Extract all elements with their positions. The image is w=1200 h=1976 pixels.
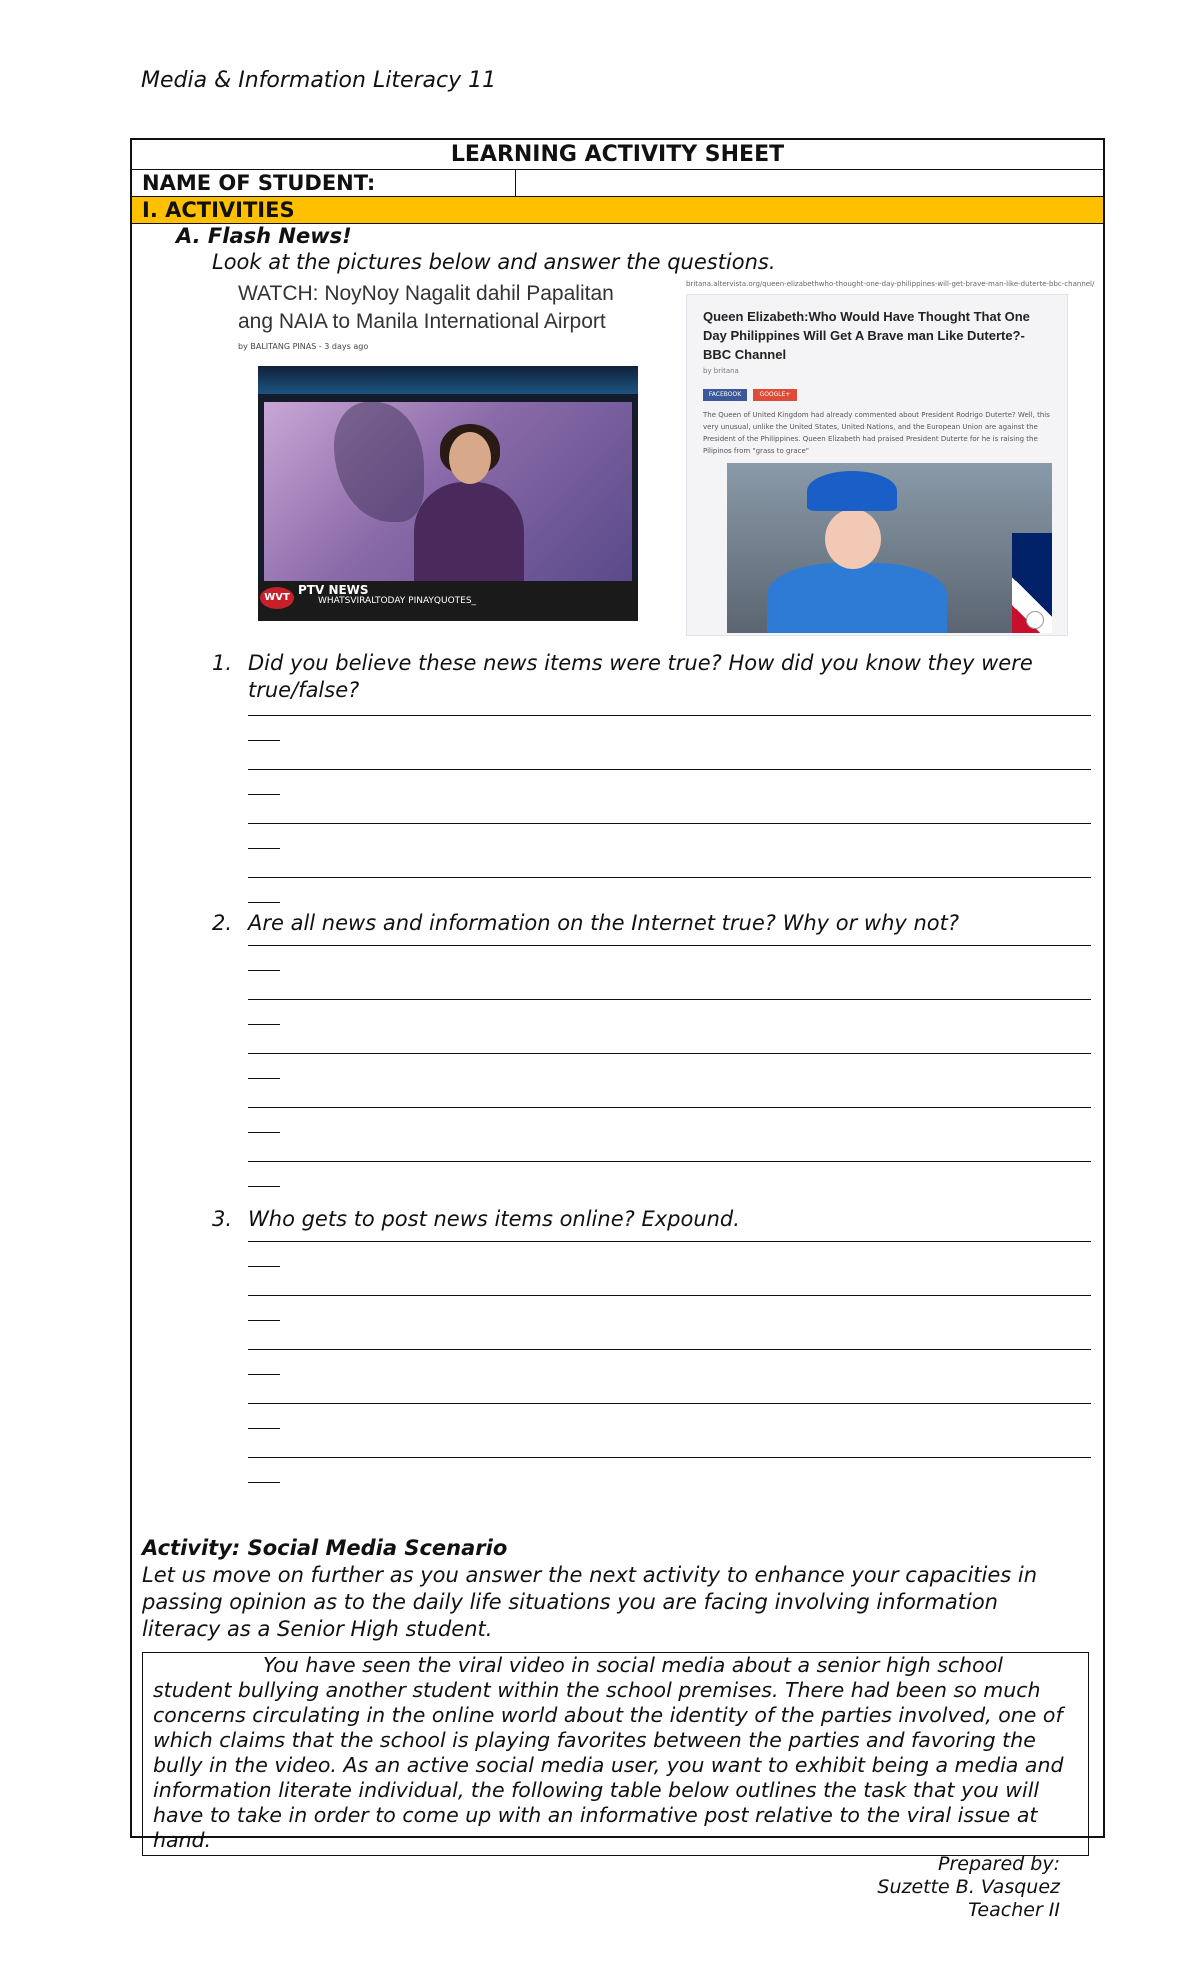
answer-line-stub <box>248 1186 280 1187</box>
activities-heading: I. ACTIVITIES <box>132 197 1103 224</box>
headline-line-2: ang NAIA to Manila International Airport <box>238 310 606 333</box>
answer-line[interactable] <box>248 1053 1091 1054</box>
answer-line-stub <box>248 1024 280 1025</box>
answer-line[interactable] <box>248 1457 1091 1458</box>
queen-coat <box>767 563 947 633</box>
student-name-row <box>132 170 1103 197</box>
article-panel <box>686 294 1068 636</box>
question-text: Did you believe these news items were true? How did you know they were true/false? <box>248 651 1033 702</box>
answer-line-stub <box>248 902 280 903</box>
news-video-frame <box>258 366 638 621</box>
scenario-text: You have seen the viral video in social media about a senior high school student bullying another student within the school premises. There had been so much concerns circulating in the online world about the identity of the parties involved, one of which claims that the school is playing favorites between the parties and favoring the bully in the video. As an active social media user, you want to exhibit being a media and information literate individual, the following table below outlines the task that you will have to take in order to come up with an informative post relative to the viral issue at hand. <box>153 1653 1064 1852</box>
news-anchor <box>414 422 524 581</box>
watermark-icon <box>1026 611 1044 629</box>
answer-line-stub <box>248 1078 280 1079</box>
answer-line[interactable] <box>248 999 1091 1000</box>
answer-line[interactable] <box>248 1403 1091 1404</box>
question-text: Who gets to post news items online? Expound. <box>248 1207 740 1231</box>
answer-line-stub <box>248 794 280 795</box>
video-ticker: WHATSVIRALTODAY PINAYQUOTES_ <box>258 581 638 621</box>
queen-face <box>825 509 881 569</box>
queen-hat <box>807 471 897 511</box>
wvt-logo: WVT <box>260 587 294 609</box>
google-share-button: GOOGLE+ <box>753 389 797 401</box>
social-media-activity-description: Let us move on further as you answer the next activity to enhance your capacities in passing opinion as to the daily life situations you are facing involving information literacy as a Senior High student. <box>142 1563 1038 1641</box>
answer-line[interactable] <box>248 1241 1091 1242</box>
scenario-box <box>142 1652 1089 1856</box>
article-url: britana.altervista.org/queen-elizabethwho-thought-one-day-philippines-will-get-brave-man-like-duterte-bbc-channel/ <box>686 280 1095 288</box>
answer-line[interactable] <box>248 769 1091 770</box>
answer-line-stub <box>248 1132 280 1133</box>
anchor-body <box>414 482 524 581</box>
facebook-share-button: FACEBOOK <box>703 389 747 401</box>
answer-line[interactable] <box>248 1161 1091 1162</box>
course-header: Media & Information Literacy 11 <box>141 68 497 93</box>
teacher-name: Suzette B. Vasquez <box>877 1876 1060 1898</box>
instruction-text: Look at the pictures below and answer the questions. <box>212 250 776 274</box>
answer-line-stub <box>248 970 280 971</box>
question-number: 2. <box>212 911 233 935</box>
article-byline: by britana <box>703 367 739 375</box>
answer-line[interactable] <box>248 945 1091 946</box>
answer-line-stub <box>248 1374 280 1375</box>
headline-line-1: WATCH: NoyNoy Nagalit dahil Papalitan <box>238 282 614 305</box>
article-headline: Queen Elizabeth:Who Would Have Thought That One Day Philippines Will Get A Brave man Like Duterte?- BBC Channel <box>703 309 1030 362</box>
answer-line-stub <box>248 1482 280 1483</box>
news-image-queen <box>686 280 1095 635</box>
news-headline-naia <box>238 280 614 336</box>
question-number: 1. <box>212 651 233 675</box>
answer-line-stub <box>248 740 280 741</box>
answer-line[interactable] <box>248 877 1091 878</box>
answer-line-stub <box>248 848 280 849</box>
teacher-role: Teacher II <box>968 1899 1060 1921</box>
student-name-label: NAME OF STUDENT: <box>142 171 376 195</box>
social-media-activity-title: Activity: Social Media Scenario <box>142 1536 508 1560</box>
answer-line[interactable] <box>248 715 1091 716</box>
map-graphic <box>334 402 424 522</box>
article-blurb: The Queen of United Kingdom had already commented about President Rodrigo Duterte? Well, this very unusual, unlike the United States, United Nations, and the European Union are against the President of the Philippines. Queen Elizabeth had praised President Duterte for he is raising the Pilipinos from "grass to grace" <box>703 411 1050 455</box>
answer-line[interactable] <box>248 1349 1091 1350</box>
prepared-by-block <box>877 1853 1060 1922</box>
answer-line[interactable] <box>248 1107 1091 1108</box>
prepared-by-label: Prepared by: <box>938 1853 1060 1875</box>
sheet-title: LEARNING ACTIVITY SHEET <box>132 140 1103 170</box>
answer-line[interactable] <box>248 1295 1091 1296</box>
news-image-naia <box>238 280 648 620</box>
flash-news-heading: A. Flash News! <box>176 224 352 248</box>
answer-line-stub <box>248 1320 280 1321</box>
answer-line[interactable] <box>248 823 1091 824</box>
channel-label: PTV NEWS <box>298 583 369 597</box>
news-byline-naia: by BALITANG PINAS - 3 days ago <box>238 342 369 351</box>
video-top-bar <box>258 366 638 394</box>
video-stage <box>264 402 632 581</box>
queen-photo <box>727 463 1052 633</box>
question-text: Are all news and information on the Internet true? Why or why not? <box>248 911 960 935</box>
student-name-field[interactable] <box>515 170 516 196</box>
question-number: 3. <box>212 1207 233 1231</box>
activity-sheet <box>130 138 1105 1852</box>
anchor-face <box>449 432 491 484</box>
answer-line-stub <box>248 1266 280 1267</box>
answer-line-stub <box>248 1428 280 1429</box>
